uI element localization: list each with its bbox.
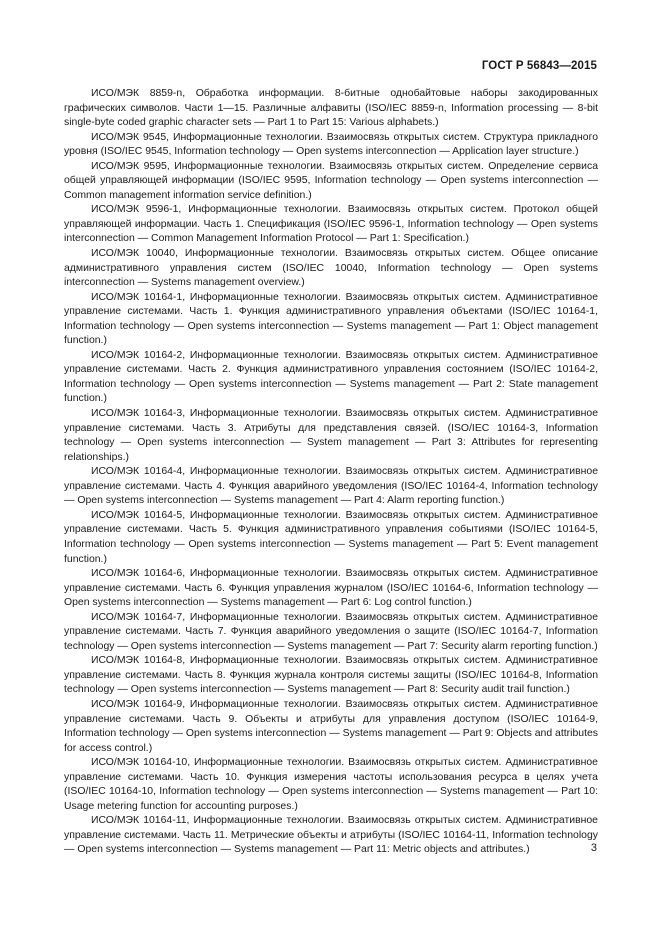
reference-entry: ИСО/МЭК 10164-2, Информационные технологии. Взаимосвязь открытых систем. Административное управление системами. Часть 2. Функция административного управления состоянием (ISO/IEC 10164-2, Information technology — Open systems interconnection — Systems management — Part 2: State management function.) [64,349,598,405]
reference-entry: ИСО/МЭК 8859-n, Обработка информации. 8-битные однобайтовые наборы закодированных графических символов. Части 1—15. Различные алфавиты (ISO/IEC 8859-n, Information processing — 8-bit single-byte coded graphic character sets — Part 1 to Part 15: Various alphabets.) [64,88,598,129]
reference-entry: ИСО/МЭК 10164-10, Информационные технологии. Взаимосвязь открытых систем. Административное управление системами. Часть 10. Функция измерения частоты использования ресурса в целях учета (ISO/IEC 10164-10, Information technology — Open systems interconnection — Systems management — Part 10: Usage metering function for accounting purposes.) [64,757,598,812]
reference-entry: ИСО/МЭК 10164-1, Информационные технологии. Взаимосвязь открытых систем. Административное управление системами. Часть 1. Функция административного управления объектами (ISO/IEC 10164-1, Information technology — Open systems interconnection — Systems management — Part 1: Object management function.) [64,291,598,347]
standard-designation: ГОСТ Р 56843—2015 [481,60,597,72]
reference-entry: ИСО/МЭК 10164-3, Информационные технологии. Взаимосвязь открытых систем. Административное управление системами. Часть 3. Атрибуты для представления связей. (ISO/IEC 10164-3, Information technology — Open systems interconnection — System management — Part 3: Attributes for representing relationships.) [64,408,598,463]
reference-entry: ИСО/МЭК 10164-8, Информационные технологии. Взаимосвязь открытых систем. Административное управление системами. Часть 8. Функция журнала контроля системы защиты (ISO/IEC 10164-8, Information technology — Open systems interconnection — Systems management — Part 8: Security audit trail function.) [64,655,598,696]
reference-entry: ИСО/МЭК 10164-6, Информационные технологии. Взаимосвязь открытых систем. Административное управление системами. Часть 6. Функция управления журналом (ISO/IEC 10164-6, Information technology — Open systems interconnection — Systems management — Part 6: Log control function.) [64,568,598,609]
reference-entry: ИСО/МЭК 10164-7, Информационные технологии. Взаимосвязь открытых систем. Административное управление системами. Часть 7. Функция аварийного уведомления о защите (ISO/IEC 10164-7, Information technology — Open systems interconnection — Systems management — Part 7: Security alarm reporting function.) [64,611,598,652]
normative-references-list [64,87,598,858]
reference-entry: ИСО/МЭК 10164-4, Информационные технологии. Взаимосвязь открытых систем. Административное управление системами. Часть 4. Функция аварийного уведомления (ISO/IEC 10164-4, Information technology — Open systems interconnection — Systems management — Part 4: Alarm reporting function.) [64,466,598,507]
reference-entry: ИСО/МЭК 10040, Информационные технологии. Взаимосвязь открытых систем. Общее описание административного управления систем (ISO/IEC 10040, Information technology — Open systems interconnection — Systems management overview.) [64,248,598,289]
reference-entry: ИСО/МЭК 9545, Информационные технологии. Взаимосвязь открытых систем. Структура прикладного уровня (ISO/IEC 9545, Information technology — Open systems interconnection — Application layer structure.) [64,131,598,158]
reference-entry: ИСО/МЭК 9596-1, Информационные технологии. Взаимосвязь открытых систем. Протокол общей управляющей информации. Часть 1. Спецификация (ISO/IEC 9596-1, Information technology — Open systems interconnection — Common Management Information Protocol — Part 1: Specification.) [64,204,598,245]
reference-entry: ИСО/МЭК 9595, Информационные технологии. Взаимосвязь открытых систем. Определение сервиса общей управляющей информации (ISO/IEC 9595, Information technology — Open systems interconnection — Common management information service definition.) [64,160,598,201]
page-number: 3 [590,842,597,854]
reference-entry: ИСО/МЭК 10164-9, Информационные технологии. Взаимосвязь открытых систем. Административное управление системами. Часть 9. Объекты и атрибуты для управления доступом (ISO/IEC 10164-9, Information technology — Open systems interconnection — Systems management — Part 9: Objects and attributes for access control.) [64,698,598,754]
reference-entry: ИСО/МЭК 10164-5, Информационные технологии. Взаимосвязь открытых систем. Административное управление системами. Часть 5. Функция административного управления событиями (ISO/IEC 10164-5, Information technology — Open systems interconnection — Systems management — Part 5: Event management function.) [64,509,598,565]
reference-entry: ИСО/МЭК 10164-11, Информационные технологии. Взаимосвязь открытых систем. Административное управление системами. Часть 11. Метрические объекты и атрибуты (ISO/IEC 10164-11, Information technology — Open systems interconnection — Systems management — Part 11: Metric objects and attributes.) [64,815,598,856]
